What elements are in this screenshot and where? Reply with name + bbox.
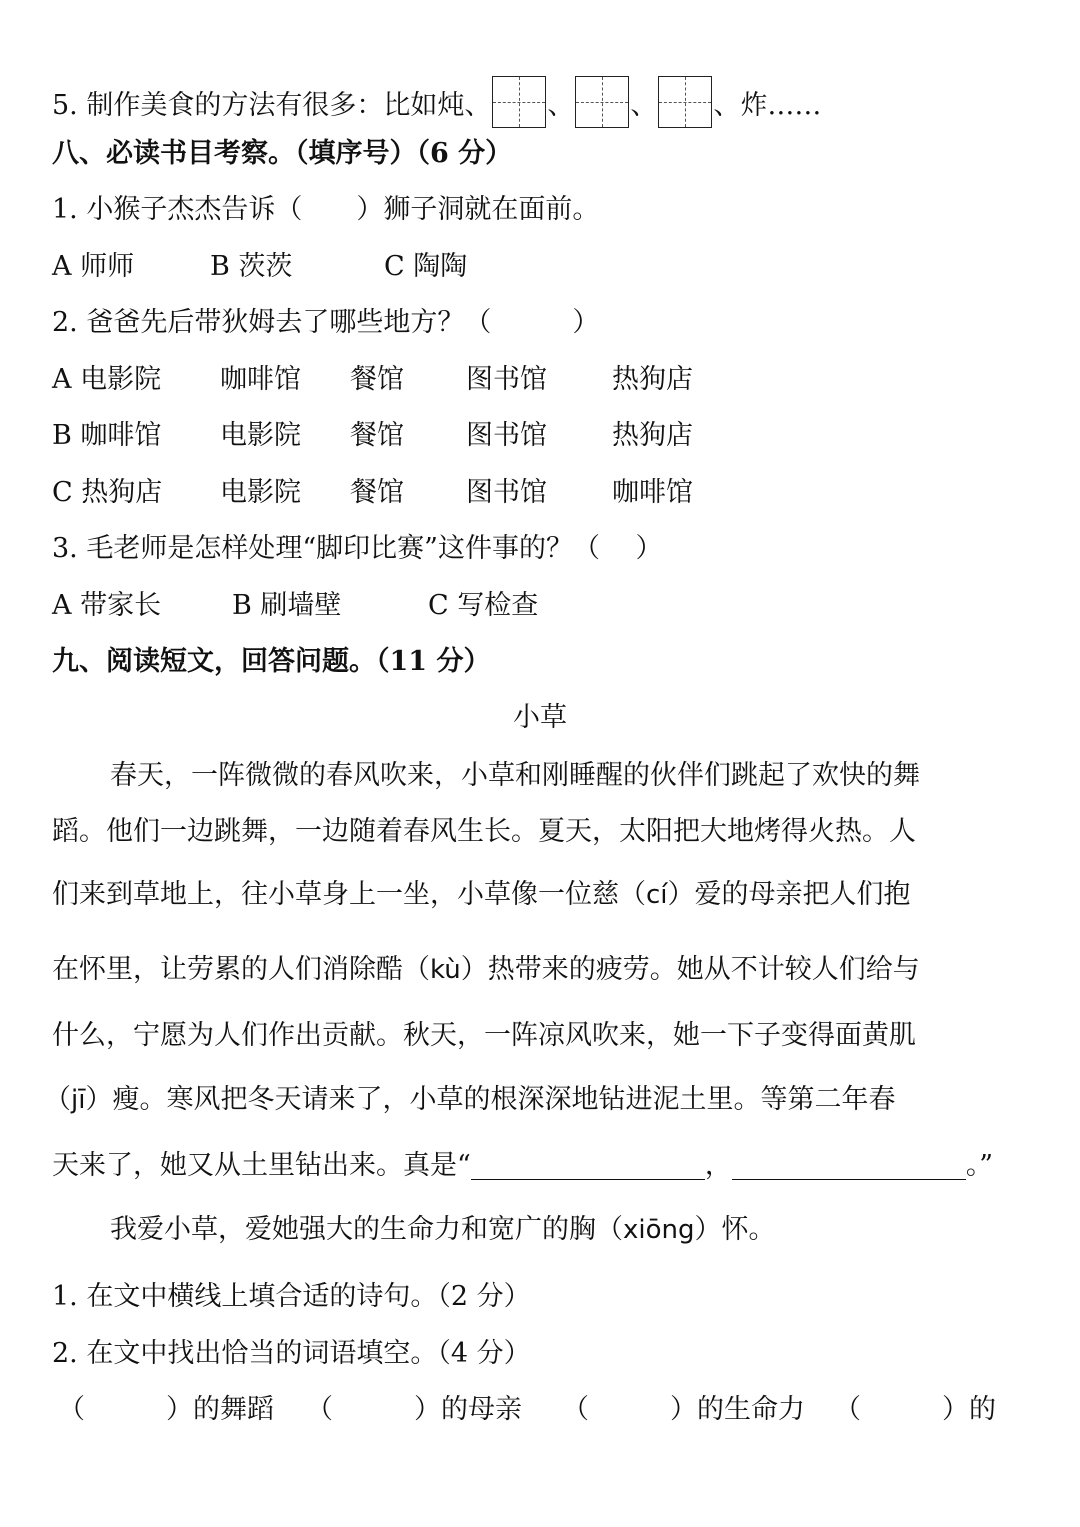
passage-line-5: 什么，宁愿为人们作出贡献。秋天，一阵凉风吹来，她一下子变得面黄肌 <box>52 1020 916 1051</box>
pinyin: xiōng <box>623 1215 695 1245</box>
option-a[interactable]: A 师师 <box>52 251 135 282</box>
passage-text: （ <box>44 1084 71 1115</box>
place: A 电影院 <box>52 364 162 395</box>
q7-5-line <box>52 76 821 128</box>
s8-q3-options <box>52 586 538 626</box>
passage-line-6 <box>44 1080 895 1120</box>
s8-q2-stem: 2. 爸爸先后带狄姆去了哪些地方？（ ） <box>52 307 600 338</box>
pinyin: cí <box>646 880 668 910</box>
s8-q2-row-c[interactable] <box>52 473 693 513</box>
option-a[interactable]: A 带家长 <box>52 590 162 621</box>
passage-text: 我爱小草，爱她强大的生命力和宽广的胸（ <box>110 1214 623 1245</box>
passage-line-1: 春天，一阵微微的春风吹来，小草和刚睡醒的伙伴们跳起了欢快的舞 <box>110 760 920 791</box>
place: 图书馆 <box>466 477 547 508</box>
option-b[interactable]: B 茨茨 <box>210 251 293 282</box>
passage-line-2: 蹈。他们一边跳舞，一边随着春风生长。夏天，太阳把大地烤得火热。人 <box>52 816 916 847</box>
s9-fill-row <box>58 1390 996 1430</box>
passage-text: ， <box>704 1150 732 1181</box>
fill-blank-4[interactable]: （ ）的 <box>834 1394 996 1425</box>
option-c[interactable]: C 陶陶 <box>384 251 468 282</box>
s8-q2-row-b[interactable] <box>52 416 693 456</box>
passage-title: 小草 <box>513 702 567 733</box>
q7-5-suffix: 、炸…… <box>713 90 822 121</box>
s8-q3-stem: 3. 毛老师是怎样处理“脚印比赛”这件事的？（ ） <box>52 533 663 564</box>
passage-text: 在怀里，让劳累的人们消除酷（ <box>52 954 430 985</box>
place: 咖啡馆 <box>220 364 301 395</box>
pinyin: jī <box>71 1085 86 1115</box>
section-9-heading: 九、阅读短文，回答问题。（11 分） <box>52 646 491 677</box>
writing-box-2[interactable] <box>575 76 629 128</box>
fill-blank-3[interactable]: （ ）的生命力 <box>562 1394 805 1425</box>
writing-box-3[interactable] <box>658 76 712 128</box>
pinyin: kù <box>430 955 461 985</box>
place: 热狗店 <box>612 420 693 451</box>
separator: 、 <box>547 90 575 121</box>
passage-text: 们来到草地上，往小草身上一坐，小草像一位慈（ <box>52 879 646 910</box>
passage-text: ）爱的母亲把人们抱 <box>667 879 911 910</box>
passage-line-7 <box>52 1146 993 1186</box>
s9-q2: 2. 在文中找出恰当的词语填空。（4 分） <box>52 1338 531 1369</box>
passage-text: ）瘦。寒风把冬天请来了，小草的根深深地钻进泥土里。等第二年春 <box>85 1084 896 1115</box>
passage-line-8 <box>110 1210 776 1250</box>
passage-text: 。” <box>965 1150 994 1181</box>
place: C 热狗店 <box>52 477 163 508</box>
section-8-heading: 八、必读书目考察。（填序号）（6 分） <box>52 138 513 169</box>
passage-text: ）热带来的疲劳。她从不计较人们给与 <box>460 954 920 985</box>
place: 餐馆 <box>350 420 404 451</box>
s8-q2-row-a[interactable] <box>52 360 693 400</box>
passage-text: ）怀。 <box>694 1214 776 1245</box>
s8-q1-options <box>52 247 467 287</box>
place: 热狗店 <box>612 364 693 395</box>
place: 咖啡馆 <box>612 477 693 508</box>
fill-blank-1[interactable]: （ ）的舞蹈 <box>58 1394 274 1425</box>
passage-line-3 <box>52 875 911 915</box>
writing-box-1[interactable] <box>492 76 546 128</box>
place: 餐馆 <box>350 477 404 508</box>
place: 电影院 <box>220 477 301 508</box>
place: 图书馆 <box>466 420 547 451</box>
option-b[interactable]: B 刷墙壁 <box>232 590 342 621</box>
poem-blank-2[interactable] <box>732 1151 966 1180</box>
s9-q1: 1. 在文中横线上填合适的诗句。（2 分） <box>52 1281 531 1312</box>
q7-5-prefix: 5. 制作美食的方法有很多：比如炖、 <box>52 90 492 121</box>
place: 电影院 <box>220 420 301 451</box>
fill-blank-2[interactable]: （ ）的母亲 <box>306 1394 522 1425</box>
passage-line-4 <box>52 950 920 990</box>
place: B 咖啡馆 <box>52 420 162 451</box>
option-c[interactable]: C 写检查 <box>428 590 539 621</box>
passage-text: 天来了，她又从土里钻出来。真是“ <box>52 1150 471 1181</box>
poem-blank-1[interactable] <box>471 1151 705 1180</box>
place: 图书馆 <box>466 364 547 395</box>
separator: 、 <box>630 90 658 121</box>
place: 餐馆 <box>350 364 404 395</box>
s8-q1-stem: 1. 小猴子杰杰告诉（ ）狮子洞就在面前。 <box>52 194 600 225</box>
